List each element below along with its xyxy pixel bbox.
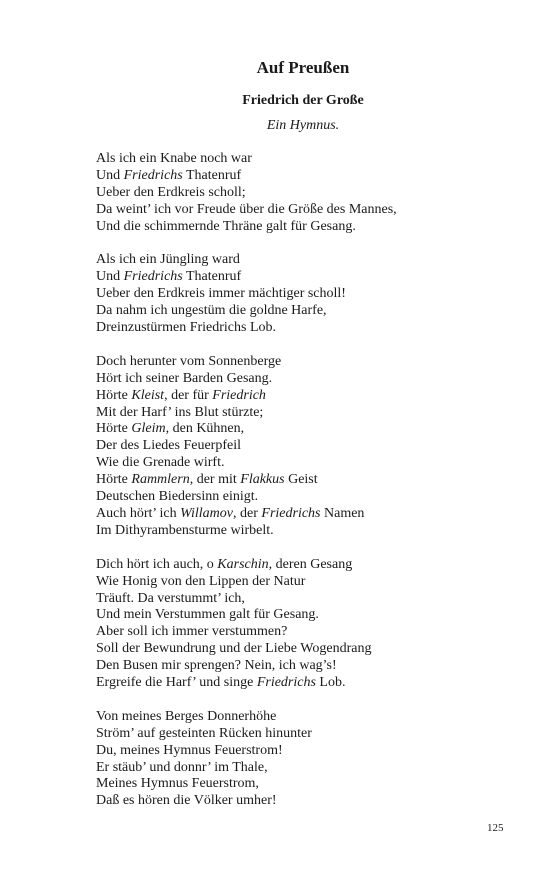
- italic-name: Friedrichs: [256, 675, 316, 691]
- line-text: Wie die Grenade wirft.: [96, 455, 225, 471]
- poem-line: [96, 793, 516, 810]
- poem-line: [96, 489, 516, 506]
- line-text: Meines Hymnus Feuerstrom,: [96, 776, 259, 792]
- line-text: Daß es hören die Völker umher!: [96, 793, 277, 809]
- line-text: Im Dithyrambensturme wirbelt.: [96, 522, 274, 538]
- line-text: Da nahm ich ungestüm die goldne Harfe,: [96, 303, 327, 319]
- poem-line: [96, 591, 516, 608]
- italic-name: Friedrichs: [123, 167, 183, 183]
- poem-line: [96, 557, 516, 574]
- poem-line: [96, 726, 516, 743]
- line-text: Als ich ein Jüngling ward: [96, 252, 240, 268]
- poem-line: [96, 743, 516, 760]
- poem-line: [96, 421, 516, 438]
- stanza: [96, 252, 516, 337]
- line-text: Hörte: [96, 421, 132, 437]
- italic-name: Friedrich: [212, 387, 266, 403]
- line-text: Und: [96, 269, 124, 285]
- line-text: Deutschen Biedersinn einigt.: [96, 489, 259, 505]
- line-text: , der: [233, 506, 262, 521]
- poem-line: [96, 506, 516, 523]
- poem-line: [96, 219, 516, 236]
- poem-line: [96, 151, 516, 168]
- poem-line: [96, 675, 516, 692]
- line-text: Doch herunter vom Sonnenberge: [96, 353, 282, 369]
- poem-line: [96, 269, 516, 286]
- poem-line: [96, 658, 516, 675]
- line-text: Hört ich seiner Barden Gesang.: [96, 370, 273, 386]
- poem-line: [96, 523, 516, 540]
- poem-line: [96, 607, 516, 624]
- line-text: Ergreife die Harf’ und singe: [96, 675, 257, 691]
- line-text: , der für: [164, 387, 213, 403]
- line-text: , deren Gesang: [268, 556, 353, 572]
- line-text: Namen: [320, 506, 365, 521]
- line-text: Mit der Harf’ ins Blut stürzte;: [96, 404, 264, 420]
- poem-line: [96, 185, 516, 202]
- line-text: Lob.: [315, 675, 346, 691]
- line-text: Da weint’ ich vor Freude über die Größe des Mannes,: [96, 201, 397, 217]
- line-text: Auch hört’ ich: [96, 506, 181, 521]
- line-text: Als ich ein Knabe noch war: [96, 151, 252, 166]
- poem-line: [96, 574, 516, 591]
- line-text: Und: [96, 167, 124, 183]
- poem-line: [96, 405, 516, 422]
- poem-line: [96, 455, 516, 472]
- line-text: Und die schimmernde Thräne galt für Gesang.: [96, 218, 356, 234]
- poem-line: [96, 388, 516, 405]
- line-text: Hörte: [96, 387, 132, 403]
- line-text: Thatenruf: [182, 269, 242, 285]
- poem-line: [96, 286, 516, 303]
- stanza: [96, 709, 516, 810]
- line-text: Du, meines Hymnus Feuerstrom!: [96, 742, 283, 758]
- line-text: Der des Liedes Feuerpfeil: [96, 438, 241, 454]
- poem-line: [96, 371, 516, 388]
- italic-name: Rammlern: [131, 472, 190, 488]
- poem-line: [96, 472, 516, 489]
- line-text: Von meines Berges Donnerhöhe: [96, 708, 277, 724]
- poem-line: [96, 202, 516, 219]
- italic-name: Gleim: [131, 421, 166, 437]
- poem-line: [96, 709, 516, 726]
- line-text: Wie Honig von den Lippen der Natur: [96, 573, 306, 589]
- line-text: Dreinzustürmen Friedrichs Lob.: [96, 320, 277, 336]
- poem-line: [96, 354, 516, 371]
- line-text: , den Kühnen,: [165, 421, 245, 437]
- line-text: Ueber den Erdkreis scholl;: [96, 184, 246, 200]
- line-text: Hörte: [96, 472, 132, 488]
- poem-line: [96, 760, 516, 777]
- poem-line: [96, 252, 516, 269]
- italic-name: Flakkus: [240, 472, 285, 488]
- line-text: Er stäub’ und donnr’ im Thale,: [96, 759, 268, 775]
- italic-name: Karschin: [217, 556, 269, 572]
- line-text: Thatenruf: [182, 167, 242, 183]
- page-number: 125: [487, 822, 504, 834]
- line-text: Aber soll ich immer verstummen?: [96, 624, 288, 640]
- line-text: Träuft. Da verstummt’ ich,: [96, 590, 245, 606]
- poem-subtitle: Friedrich der Große: [242, 93, 364, 108]
- line-text: Soll der Bewundrung und der Liebe Wogendrang: [96, 641, 372, 657]
- poem-line: [96, 320, 516, 337]
- poem-line: [96, 624, 516, 641]
- italic-name: Friedrichs: [123, 269, 183, 285]
- poem-title: Auf Preußen: [256, 58, 350, 77]
- poem-genre: Ein Hymnus.: [266, 118, 340, 133]
- line-text: Ström’ auf gesteinten Rücken hinunter: [96, 725, 312, 741]
- line-text: Ueber den Erdkreis immer mächtiger scholl!: [96, 286, 346, 302]
- stanza: [96, 354, 516, 540]
- italic-name: Kleist: [131, 387, 165, 403]
- stanza: [96, 151, 516, 236]
- line-text: Geist: [284, 472, 318, 488]
- poem-body: [96, 151, 516, 827]
- italic-name: Friedrichs: [261, 506, 321, 521]
- line-text: Dich hört ich auch, o: [96, 556, 218, 572]
- poem-line: [96, 641, 516, 658]
- poem-line: [96, 776, 516, 793]
- line-text: , der mit: [189, 472, 241, 488]
- poem-line: [96, 438, 516, 455]
- poem-line: [96, 168, 516, 185]
- line-text: Den Busen mir sprengen? Nein, ich wag’s!: [96, 658, 337, 674]
- poem-line: [96, 303, 516, 320]
- italic-name: Willamov: [180, 506, 233, 521]
- stanza: [96, 557, 516, 692]
- line-text: Und mein Verstummen galt für Gesang.: [96, 607, 319, 623]
